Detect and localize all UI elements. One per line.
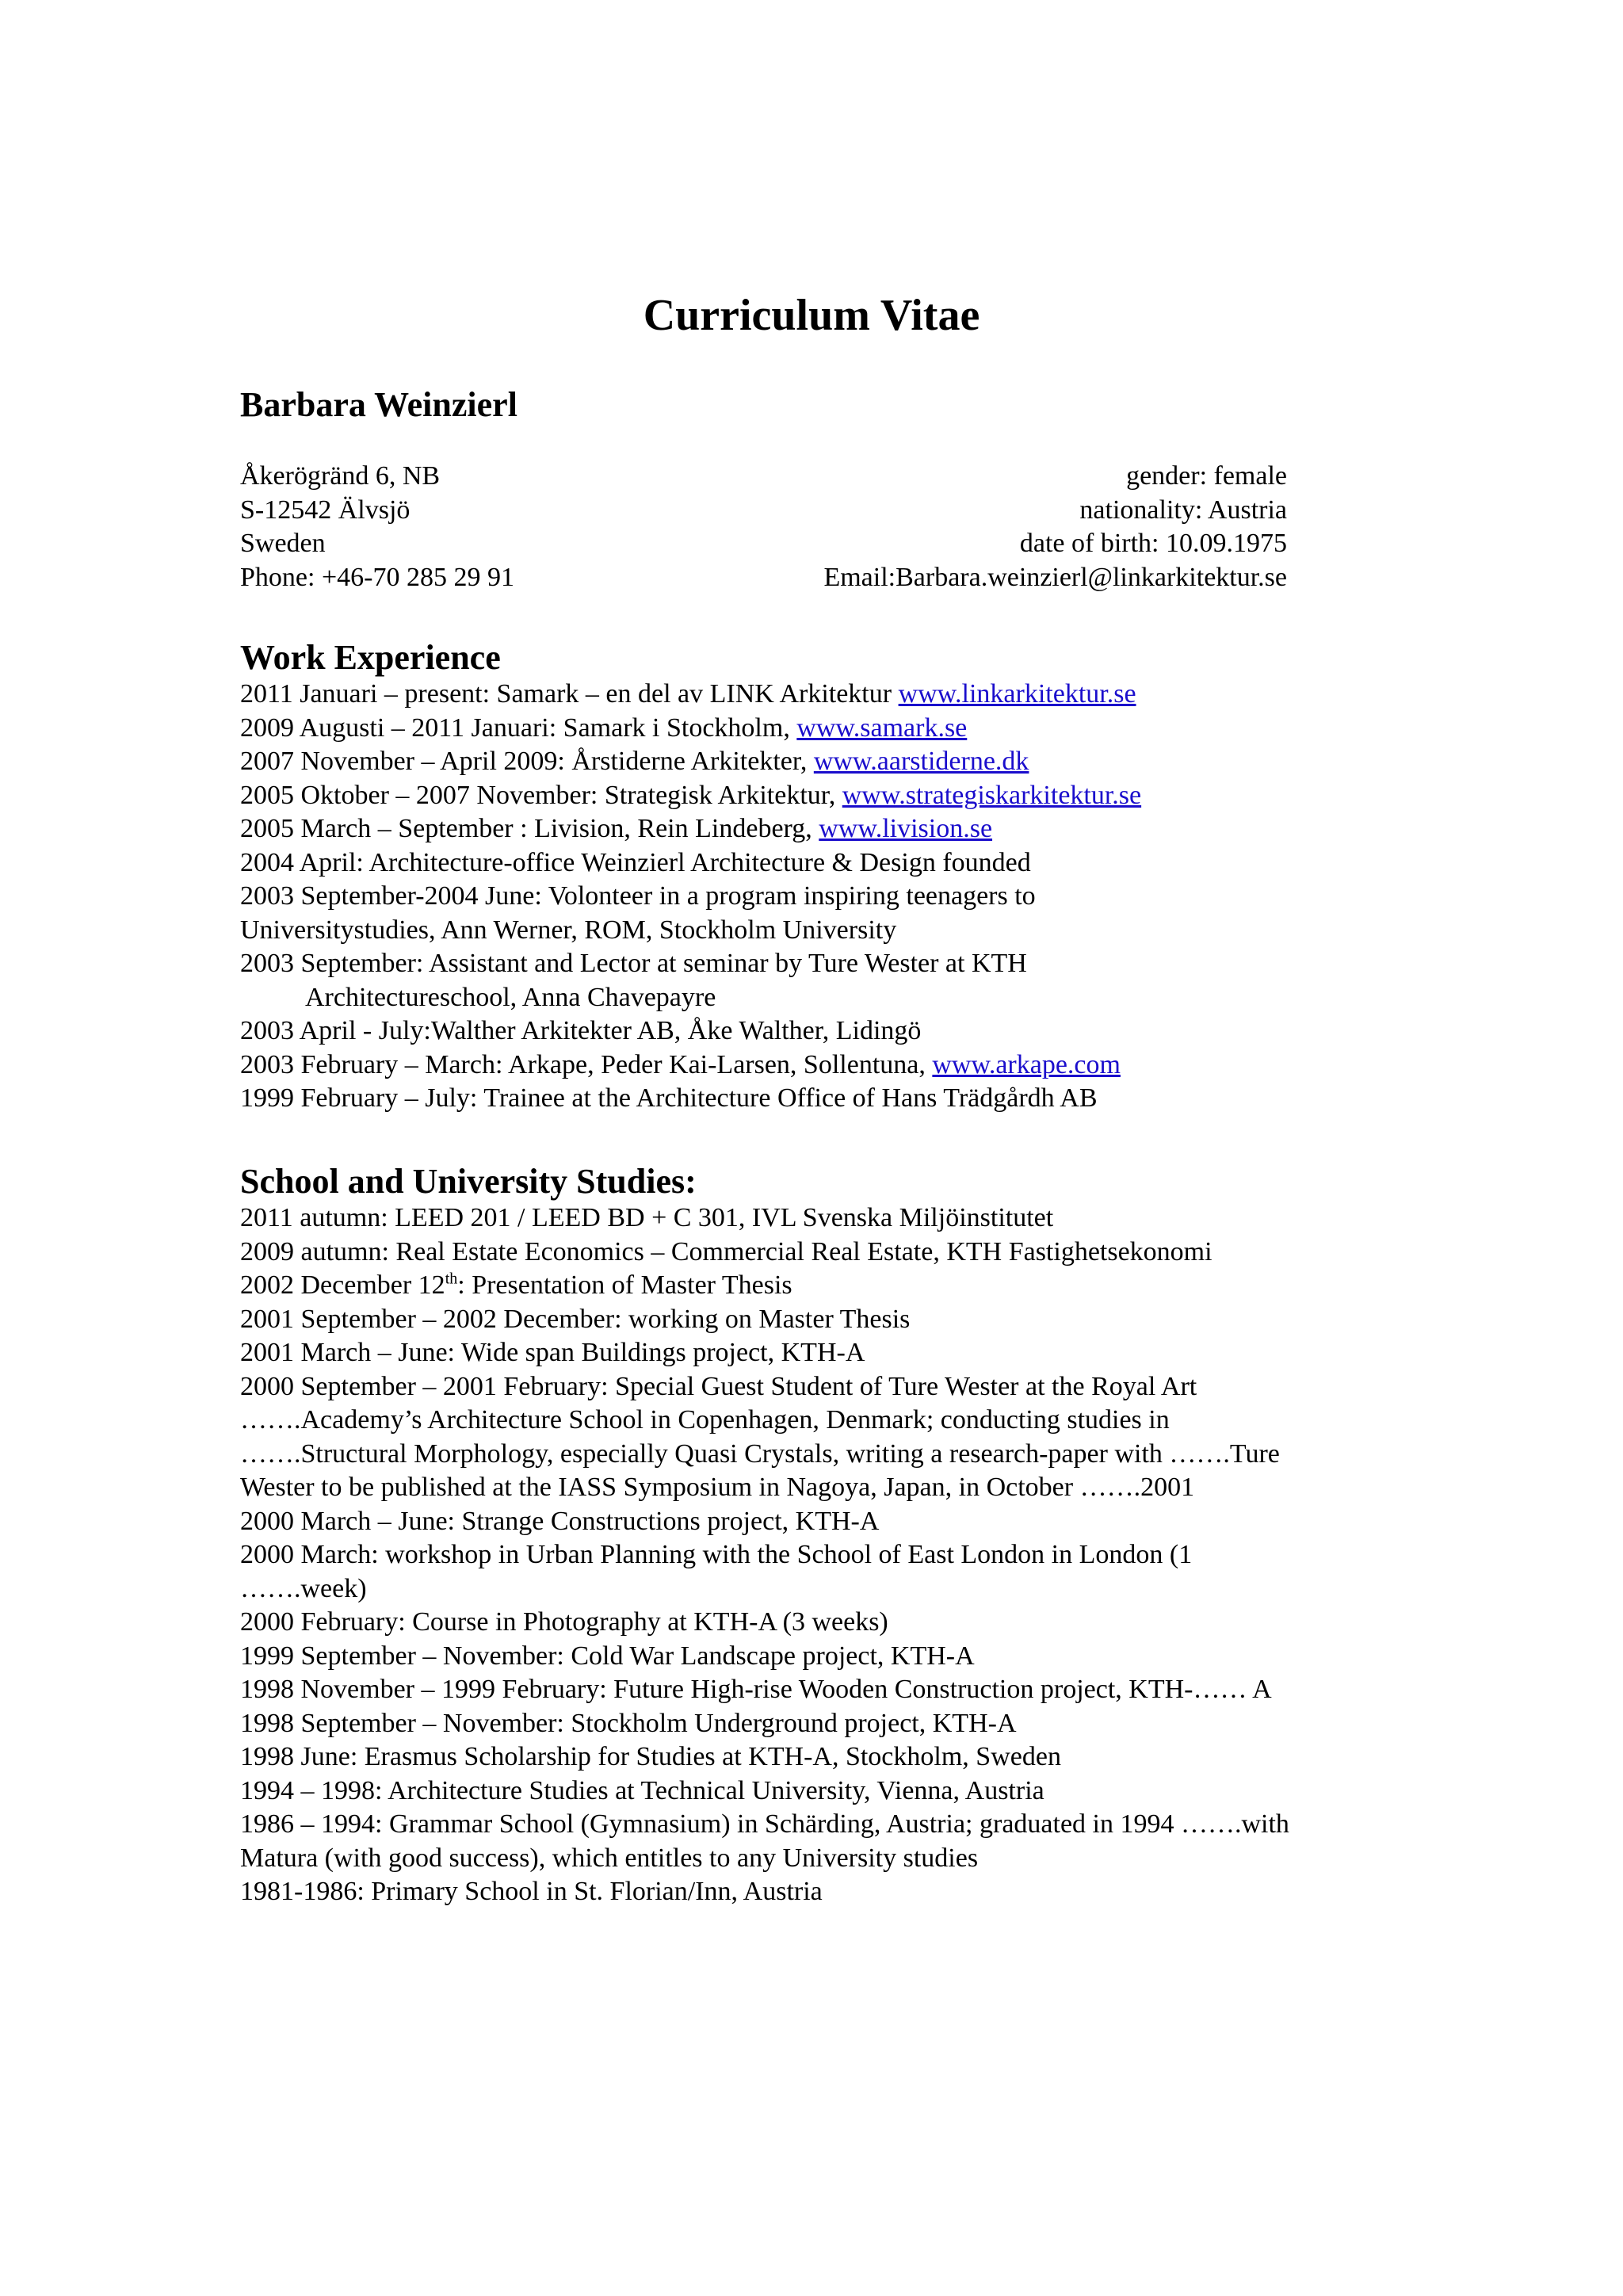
- website-link[interactable]: www.arkape.com: [932, 1049, 1121, 1079]
- school-entry: [240, 1808, 1397, 1842]
- entry-text: 1998 June: Erasmus Scholarship for Studies at KTH-A, Stockholm, Sweden: [240, 1742, 1061, 1771]
- entry-text: 2011 autumn: LEED 201 / LEED BD + C 301, IVL Svenska Miljöinstitutet: [240, 1203, 1054, 1232]
- entry-text: 2002 December 12: [240, 1270, 445, 1300]
- entry-text: …….Structural Morphology, especially Quasi Crystals, writing a research-paper with …….Ture: [240, 1438, 1280, 1469]
- entry-text: 2000 March – June: Strange Constructions project, KTH-A: [240, 1506, 880, 1536]
- entry-text: 2004 April: Architecture-office Weinzierl Architecture & Design founded: [240, 847, 1031, 877]
- entry-text: …….Academy’s Architecture School in Copenhagen, Denmark; conducting studies in: [240, 1405, 1170, 1435]
- entry-text: 2009 autumn: Real Estate Economics – Commercial Real Estate, KTH Fastighetsekonomi: [240, 1236, 1212, 1266]
- work-entry: [240, 1082, 1397, 1116]
- contact-right-value: date of birth: 10.09.1975: [1019, 529, 1287, 558]
- school-entry: [240, 1438, 1397, 1472]
- entry-text: 2009 Augusti – 2011 Januari: Samark i Stockholm,: [240, 712, 797, 743]
- website-link[interactable]: www.strategiskarkitektur.se: [842, 780, 1142, 810]
- work-entry: [240, 1049, 1397, 1083]
- school-entry: [240, 1370, 1397, 1404]
- work-entry: [240, 914, 1397, 948]
- contact-left-value: Phone: +46-70 285 29 91: [240, 562, 514, 592]
- entry-text: 1994 – 1998: Architecture Studies at Technical University, Vienna, Austria: [240, 1775, 1044, 1805]
- contact-row: [240, 460, 1287, 494]
- school-entry: [240, 1404, 1397, 1438]
- school-entry: [240, 1740, 1397, 1775]
- school-entry: [240, 1775, 1397, 1809]
- entry-text: 2007 November – April 2009: Årstiderne Arkitekter,: [240, 747, 814, 776]
- entry-text: 2011 Januari – present: Samark – en del av LINK Arkitektur: [240, 679, 899, 709]
- school-entry: [240, 1269, 1397, 1303]
- entry-text: 2005 March – September : Livision, Rein Lindeberg,: [240, 814, 819, 843]
- work-entry: [240, 1014, 1397, 1049]
- entry-text: 2001 March – June: Wide span Buildings project, KTH-A: [240, 1338, 865, 1367]
- work-entry: [240, 981, 1397, 1015]
- contact-right-value: Email:Barbara.weinzierl@linkarkitektur.se: [823, 562, 1287, 592]
- contact-row: [240, 561, 1287, 595]
- contact-right-value: gender: female: [1126, 461, 1287, 491]
- school-entry: [240, 1707, 1397, 1741]
- entry-text: 2005 Oktober – 2007 November: Strategisk Arkitektur,: [240, 780, 842, 810]
- website-link[interactable]: www.aarstiderne.dk: [813, 747, 1029, 776]
- entry-text: 1981-1986: Primary School in St. Florian/Inn, Austria: [240, 1877, 823, 1906]
- contact-left-value: Åkerögränd 6, NB: [240, 461, 441, 491]
- school-entry: [240, 1572, 1397, 1606]
- school-entry: [240, 1842, 1397, 1876]
- entry-text: Wester to be published at the IASS Symposium in Nagoya, Japan, in October …….2001: [240, 1473, 1195, 1502]
- entry-text: 2003 April - July:Walther Arkitekter AB, Åke Walther, Lidingö: [240, 1016, 922, 1045]
- work-entry: [240, 846, 1397, 881]
- entry-text: 2003 September-2004 June: Volonteer in a program inspiring teenagers to: [240, 881, 1036, 911]
- entry-text: 1986 – 1994: Grammar School (Gymnasium) in Schärding, Austria; graduated in 1994 …….with: [240, 1809, 1289, 1839]
- school-entry: [240, 1875, 1397, 1909]
- school-entry: [240, 1336, 1397, 1370]
- entry-superscript: th: [445, 1270, 458, 1288]
- work-experience-heading: Work Experience: [240, 638, 501, 677]
- contact-block: [240, 460, 1287, 594]
- contact-row: [240, 494, 1287, 528]
- entry-text: 2000 March: workshop in Urban Planning with the School of East London in London (1: [240, 1540, 1193, 1569]
- website-link[interactable]: www.samark.se: [796, 712, 968, 743]
- entry-text: Matura (with good success), which entitles to any University studies: [240, 1843, 979, 1873]
- work-entry: [240, 712, 1397, 746]
- entry-text-continued: : Presentation of Master Thesis: [457, 1270, 792, 1300]
- work-entry: [240, 678, 1397, 712]
- work-experience-list: [240, 678, 1397, 1116]
- entry-text: 1999 September – November: Cold War Landscape project, KTH-A: [240, 1641, 975, 1671]
- school-entry: [240, 1303, 1397, 1337]
- contact-row: [240, 527, 1287, 561]
- entry-text: 1999 February – July: Trainee at the Architecture Office of Hans Trädgårdh AB: [240, 1083, 1098, 1113]
- contact-left-value: S-12542 Älvsjö: [240, 495, 411, 525]
- work-entry: [240, 745, 1397, 779]
- school-entry: [240, 1505, 1397, 1539]
- school-entry: [240, 1201, 1397, 1236]
- entry-text: 2003 September: Assistant and Lector at seminar by Ture Wester at KTH: [240, 949, 1027, 978]
- contact-left-value: Sweden: [240, 529, 326, 558]
- work-entry: [240, 812, 1397, 846]
- entry-text: 2000 February: Course in Photography at KTH-A (3 weeks): [240, 1607, 888, 1637]
- school-entry: [240, 1640, 1397, 1674]
- website-link[interactable]: www.livision.se: [819, 814, 993, 843]
- entry-text: 1998 November – 1999 February: Future High-rise Wooden Construction project, KTH-…… A: [240, 1675, 1272, 1704]
- entry-text: 1998 September – November: Stockholm Underground project, KTH-A: [240, 1708, 1017, 1738]
- entry-text: Universitystudies, Ann Werner, ROM, Stockholm University: [240, 915, 897, 945]
- school-studies-list: [240, 1201, 1397, 1909]
- school-studies-heading: School and University Studies:: [240, 1162, 697, 1201]
- contact-right-value: nationality: Austria: [1079, 495, 1287, 525]
- entry-text: …….week): [240, 1573, 367, 1603]
- entry-text: 2001 September – 2002 December: working on Master Thesis: [240, 1304, 911, 1334]
- website-link[interactable]: www.linkarkitektur.se: [898, 679, 1136, 709]
- entry-text: 2003 February – March: Arkape, Peder Kai-Larsen, Sollentuna,: [240, 1049, 933, 1079]
- person-name: Barbara Weinzierl: [240, 385, 517, 424]
- school-entry: [240, 1538, 1397, 1572]
- entry-text: Architectureschool, Anna Chavepayre: [305, 982, 716, 1012]
- school-entry: [240, 1236, 1397, 1270]
- work-entry: [240, 880, 1397, 914]
- work-entry: [240, 947, 1397, 981]
- work-entry: [240, 779, 1397, 813]
- entry-text: 2000 September – 2001 February: Special Guest Student of Ture Wester at the Royal Art: [240, 1371, 1197, 1401]
- school-entry: [240, 1606, 1397, 1640]
- school-entry: [240, 1471, 1397, 1505]
- school-entry: [240, 1673, 1397, 1707]
- document-title: Curriculum Vitae: [643, 291, 980, 340]
